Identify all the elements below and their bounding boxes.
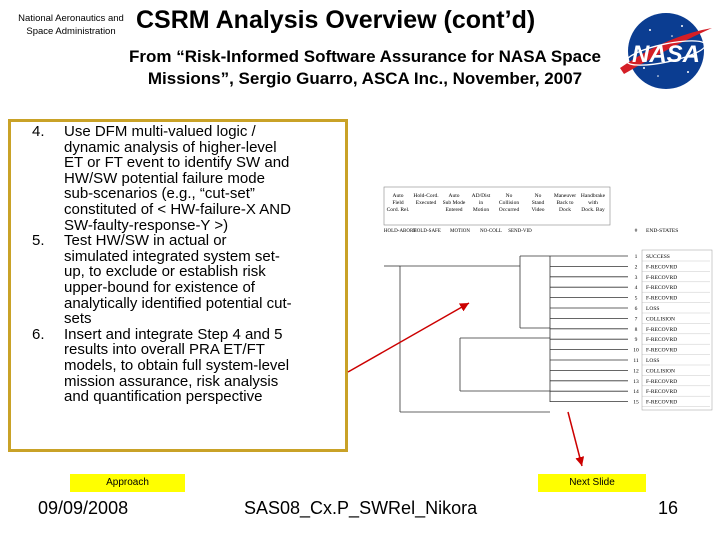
end-state-label: F-RECOVRD [646, 347, 678, 354]
agency-line-1: National Aeronautics and [18, 13, 124, 24]
end-state-label: COLLISION [646, 316, 676, 323]
event-code: HOLD-ABORT [383, 229, 417, 234]
step-text-line: upper-bound for existence of [64, 278, 255, 296]
end-state-number: 9 [634, 337, 638, 344]
step-text-line: Test HW/SW in actual or [64, 232, 227, 250]
column-header: Entered [445, 207, 463, 213]
end-state-number: 12 [633, 368, 639, 375]
step-text-line: ET or FT event to identify SW and [64, 154, 290, 172]
column-header: Collision [498, 200, 520, 206]
column-header: Back to [556, 200, 574, 206]
page-number: 16 [658, 498, 679, 518]
event-code: MOTION [450, 229, 470, 234]
column-header: Video [531, 207, 545, 213]
step-item [14, 233, 344, 327]
column-header: Stand [531, 200, 545, 206]
end-state-label: SUCCESS [646, 254, 670, 260]
end-state-number: 2 [634, 264, 638, 271]
end-state-number: 8 [634, 326, 638, 333]
end-state-label: F-RECOVRD [646, 389, 678, 396]
column-header: No [505, 193, 513, 199]
end-state-label: LOSS [646, 358, 660, 364]
step-text-line: mission assurance, risk analysis [64, 372, 279, 390]
event-code: SEND-VID [508, 229, 532, 234]
column-header: No [534, 193, 542, 199]
end-state-label: F-RECOVRD [646, 285, 678, 292]
subtitle-line-2: Missions”, Sergio Guarro, ASCA Inc., November, 2007 [147, 69, 583, 88]
step-number: 4. [32, 123, 45, 140]
step-text-line: constituted of < HW-failure-X AND [64, 200, 291, 218]
step-text-line: simulated integrated system set- [64, 247, 280, 265]
step-text-line: Use DFM multi-valued logic / [64, 123, 256, 140]
step-text-line: Insert and integrate Step 4 and 5 [64, 325, 283, 343]
end-state-number: 11 [633, 358, 639, 364]
step-item [14, 327, 344, 405]
slide-subtitle [110, 46, 620, 90]
step-text-line: up, to exclude or establish risk [64, 263, 266, 281]
column-header: in [478, 200, 484, 206]
column-header: Dock. Bay [581, 207, 605, 213]
step-item [14, 124, 344, 233]
number-column-header: # [634, 228, 638, 234]
column-header: Sub Mode [442, 200, 466, 206]
column-header: Executed [415, 200, 437, 206]
approach-button[interactable]: Approach [70, 474, 185, 492]
end-state-label: F-RECOVRD [646, 378, 678, 385]
event-code: NO-COLL [480, 229, 502, 234]
step-number: 5. [32, 232, 45, 250]
step-text-line: sub-scenarios (e.g., “cut-set” [64, 185, 255, 203]
footer-date: 09/09/2008 [38, 498, 129, 518]
end-state-number: 15 [633, 399, 639, 406]
column-header: Motion [472, 207, 490, 213]
nasa-logo-text: NASA [631, 41, 701, 68]
end-state-number: 5 [634, 295, 638, 302]
step-text-line: analytically identified potential cut- [64, 294, 292, 312]
step-text-line: and quantification perspective [64, 388, 263, 406]
step-text-line: models, to obtain full system-level [64, 356, 290, 374]
end-state-label: F-RECOVRD [646, 264, 678, 271]
column-header: Auto [392, 193, 404, 199]
event-tree-diagram [360, 186, 716, 422]
step-text-line: results into overall PRA ET/FT [64, 341, 265, 359]
agency-name [10, 12, 132, 38]
column-header: Auto [448, 193, 460, 199]
nasa-logo-icon [614, 6, 714, 96]
step-text-line: SW-faulty-response-Y >) [64, 216, 229, 234]
end-state-number: 4 [634, 285, 638, 292]
column-header: Handbrake [580, 193, 606, 199]
end-states-header: END-STATES [646, 228, 679, 234]
end-state-label: LOSS [646, 306, 660, 312]
end-state-number: 14 [633, 389, 639, 396]
end-state-label: F-RECOVRD [646, 274, 678, 281]
column-header: Maneuver [553, 193, 577, 199]
end-state-number: 3 [634, 274, 638, 281]
end-state-label: F-RECOVRD [646, 326, 678, 333]
end-state-number: 7 [634, 316, 638, 323]
next-slide-button[interactable]: Next Slide [538, 474, 646, 492]
column-header: AD/Dist [471, 193, 491, 199]
end-state-number: 10 [633, 347, 639, 354]
end-state-number: 6 [634, 306, 638, 312]
end-state-label: COLLISION [646, 368, 676, 375]
step-text-line: sets [64, 310, 92, 328]
approach-steps-list [14, 124, 344, 405]
agency-line-2: Space Administration [26, 26, 116, 37]
end-state-label: F-RECOVRD [646, 337, 678, 344]
subtitle-line-1: From “Risk-Informed Software Assurance for NASA Space [128, 47, 601, 66]
column-header: with [588, 200, 598, 206]
step-text-line: dynamic analysis of higher-level [64, 138, 277, 156]
end-state-number: 1 [634, 254, 638, 260]
column-header: Field [392, 200, 404, 206]
end-state-label: F-RECOVRD [646, 399, 678, 406]
end-state-label: F-RECOVRD [646, 295, 678, 302]
column-header: Dock [559, 207, 571, 213]
footer-document-id: SAS08_Cx.P_SWRel_Nikora [244, 498, 478, 518]
column-header: Cord. Rel. [386, 207, 410, 213]
event-code: HOLD-SAFE [413, 229, 441, 234]
column-header: Occurred [498, 207, 520, 213]
end-state-number: 13 [633, 378, 639, 385]
column-header: Hold-Cord. [413, 193, 439, 199]
step-text-line: HW/SW potential failure mode [64, 169, 265, 187]
slide-title: CSRM Analysis Overview (cont’d) [136, 6, 536, 34]
step-number: 6. [32, 325, 45, 343]
